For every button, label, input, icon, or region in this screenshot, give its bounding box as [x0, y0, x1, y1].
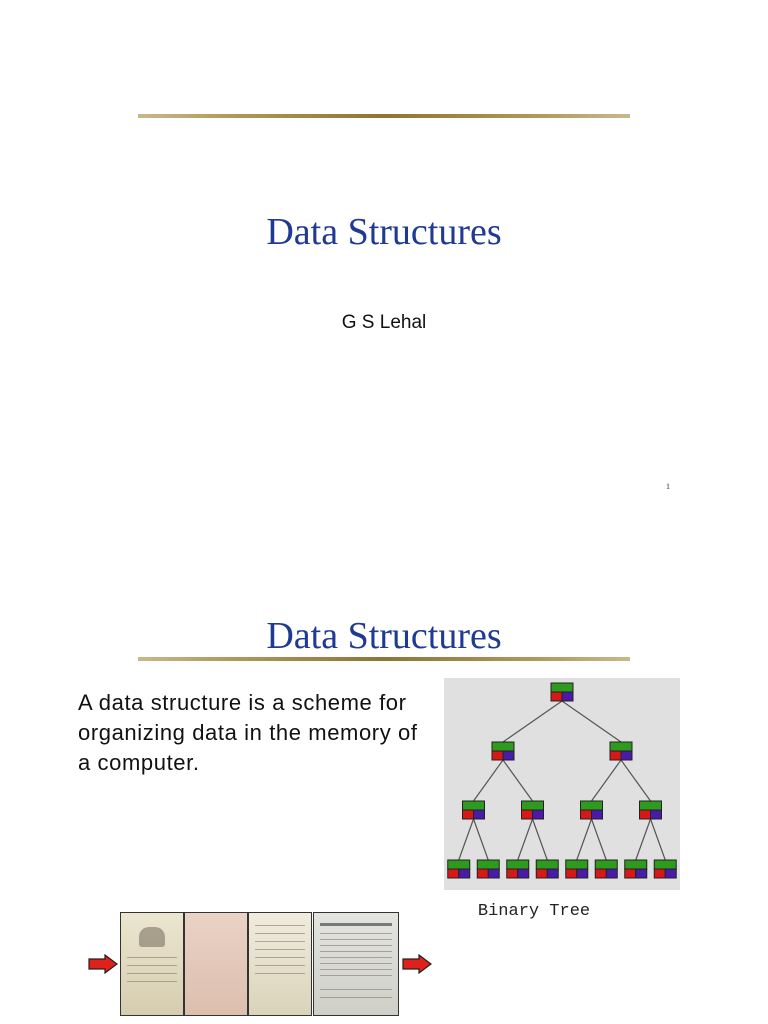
tree-node-right-pointer — [518, 869, 529, 878]
tree-node-left-pointer — [595, 869, 606, 878]
tree-node-left-pointer — [610, 751, 621, 760]
tree-node-key — [492, 742, 514, 751]
tree-node-key — [522, 801, 544, 810]
tree-edge — [474, 819, 489, 860]
tree-node-left-pointer — [492, 751, 503, 760]
right-arrow-icon — [402, 954, 432, 974]
tree-node-key — [507, 860, 529, 869]
slide1-page-number: 1 — [666, 482, 670, 491]
tree-node-right-pointer — [547, 869, 558, 878]
tree-edge — [592, 819, 607, 860]
document-image-1 — [120, 912, 184, 1016]
tree-node-right-pointer — [665, 869, 676, 878]
tree-edge — [474, 760, 504, 801]
document-image-4 — [313, 912, 399, 1016]
tree-node-key — [640, 801, 662, 810]
document-image-3 — [248, 912, 312, 1016]
tree-node-right-pointer — [621, 751, 632, 760]
tree-node-key — [477, 860, 499, 869]
tree-node-right-pointer — [636, 869, 647, 878]
tree-node-left-pointer — [522, 810, 533, 819]
tree-node-key — [654, 860, 676, 869]
tree-node-left-pointer — [477, 869, 488, 878]
tree-edge — [503, 701, 562, 742]
document-image-2 — [184, 912, 248, 1016]
tree-node-left-pointer — [654, 869, 665, 878]
tree-node-left-pointer — [463, 810, 474, 819]
engraving-figure — [139, 927, 165, 947]
tree-node-key — [463, 801, 485, 810]
tree-node-right-pointer — [606, 869, 617, 878]
tree-node-right-pointer — [474, 810, 485, 819]
tree-node-key — [625, 860, 647, 869]
tree-node-key — [566, 860, 588, 869]
tree-node-right-pointer — [651, 810, 662, 819]
tree-node-left-pointer — [625, 869, 636, 878]
tree-node-key — [595, 860, 617, 869]
tree-node-key — [610, 742, 632, 751]
tree-edge — [518, 819, 533, 860]
tree-node-right-pointer — [533, 810, 544, 819]
tree-edge — [621, 760, 651, 801]
tree-edge — [577, 819, 592, 860]
tree-node-key — [536, 860, 558, 869]
tree-node-left-pointer — [536, 869, 547, 878]
tree-node-right-pointer — [577, 869, 588, 878]
tree-node-left-pointer — [507, 869, 518, 878]
slide1-title-rule — [138, 114, 630, 118]
slide1-author: G S Lehal — [341, 312, 427, 333]
slide1-title: Data Structures — [266, 211, 502, 253]
binary-tree-diagram — [444, 678, 680, 890]
tree-node-right-pointer — [488, 869, 499, 878]
slide2-title: Data Structures — [266, 615, 502, 657]
tree-node-key — [551, 683, 573, 692]
tree-node-right-pointer — [503, 751, 514, 760]
tree-node-right-pointer — [592, 810, 603, 819]
tree-node-right-pointer — [459, 869, 470, 878]
tree-edge — [651, 819, 666, 860]
tree-node-right-pointer — [562, 692, 573, 701]
right-arrow-icon — [88, 954, 118, 974]
tree-node-left-pointer — [581, 810, 592, 819]
tree-edge — [562, 701, 621, 742]
tree-edge — [503, 760, 533, 801]
tree-edge — [636, 819, 651, 860]
tree-edge — [592, 760, 622, 801]
binary-tree-caption: Binary Tree — [477, 902, 591, 921]
slide2-body-text: A data structure is a scheme for organizing data in the memory of a computer. — [78, 690, 418, 775]
tree-edge — [533, 819, 548, 860]
tree-node-left-pointer — [551, 692, 562, 701]
tree-node-left-pointer — [566, 869, 577, 878]
tree-node-key — [581, 801, 603, 810]
tree-edge — [459, 819, 474, 860]
tree-node-left-pointer — [448, 869, 459, 878]
tree-node-key — [448, 860, 470, 869]
tree-node-left-pointer — [640, 810, 651, 819]
binary-tree-figure — [444, 678, 680, 890]
slide2-title-rule — [138, 657, 630, 661]
